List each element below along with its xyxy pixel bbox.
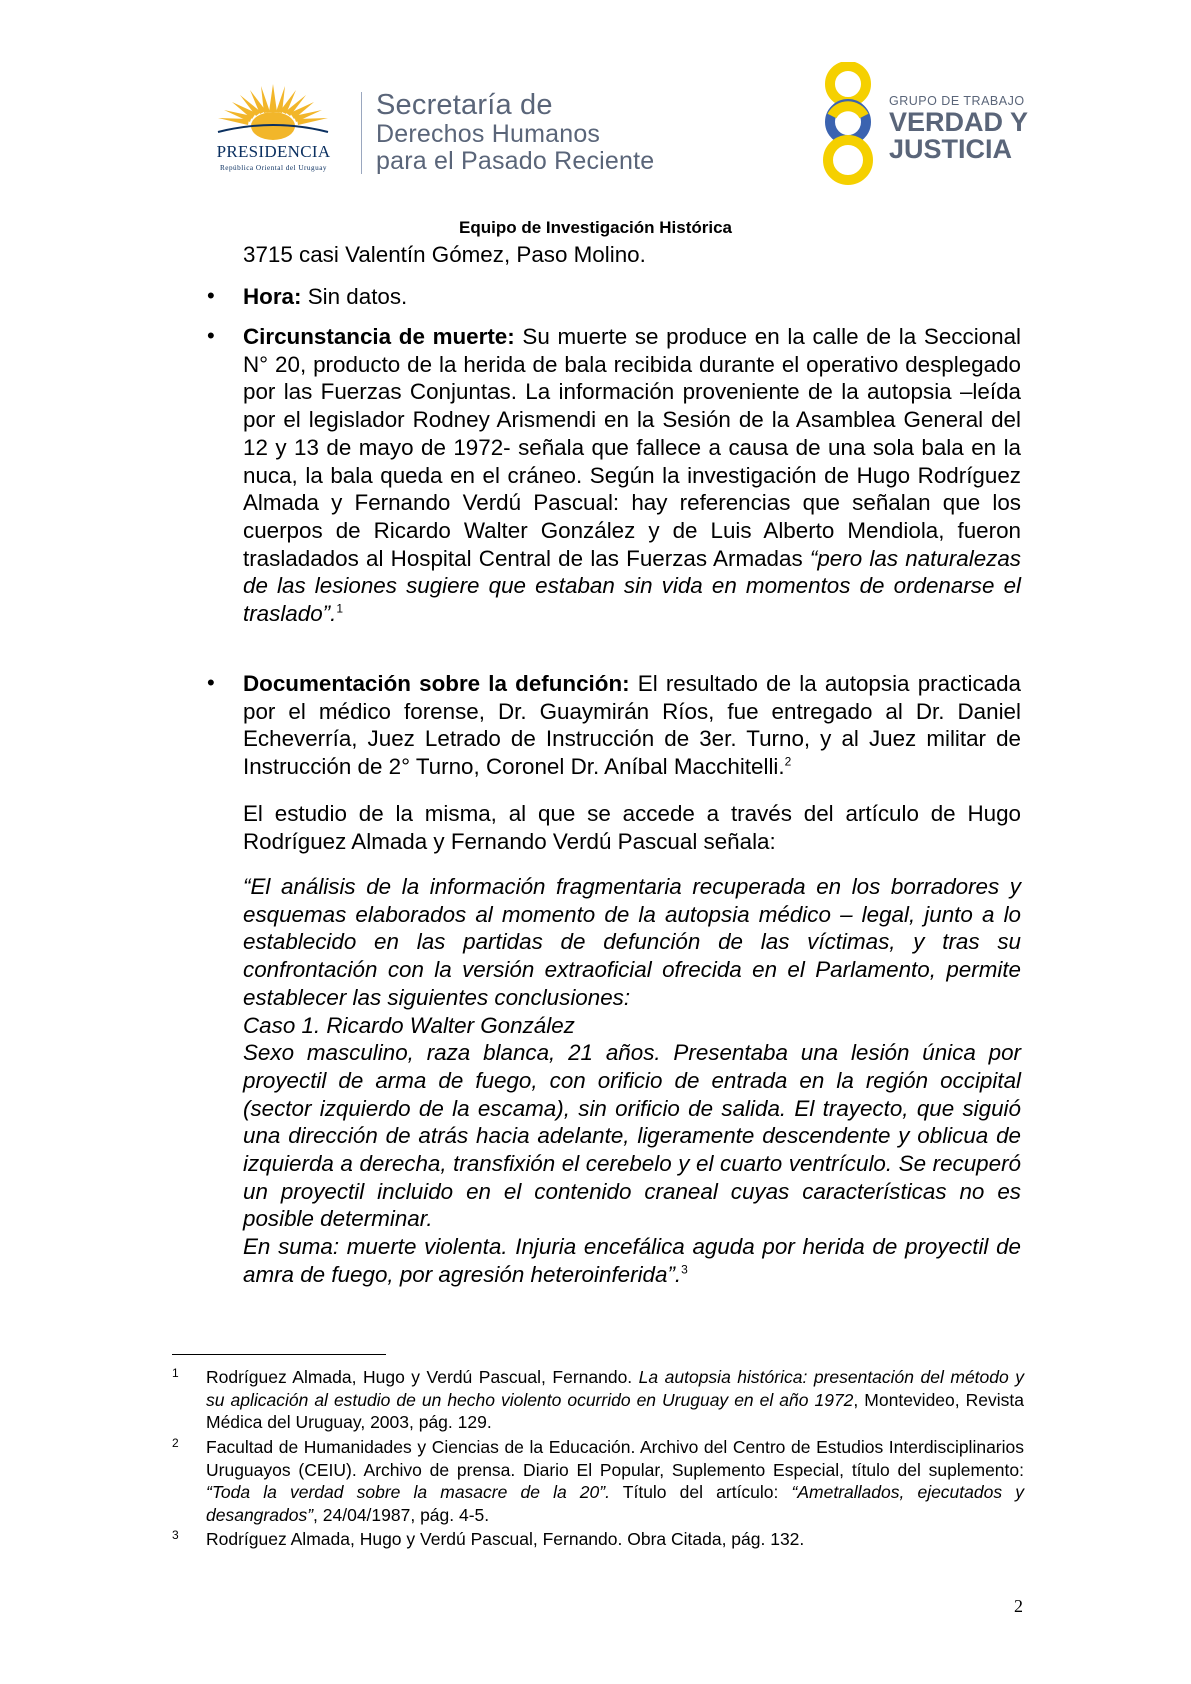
- circunstancia-item: [243, 323, 1021, 628]
- bullet: •: [207, 283, 215, 308]
- footnote-3: Rodríguez Almada, Hugo y Verdú Pascual, Fernando. Obra Citada, pág. 132.: [206, 1529, 805, 1549]
- footnote-2: [206, 1436, 1024, 1526]
- footnote-2-supplement: “Toda la verdad sobre la masacre de la 20”.: [206, 1482, 610, 1503]
- footnote-ref-1: 1: [336, 601, 344, 616]
- address-continuation: 3715 casi Valentín Gómez, Paso Molino.: [243, 242, 646, 267]
- footnote-2-article: “Ametrallados, ejecutados y desangrados”: [206, 1482, 1024, 1525]
- quote-conclusion-text: En suma: muerte violenta. Injuria encefálica aguda por herida de proyectil de amra de fuego, por agresión heteroinferida”.: [243, 1234, 1021, 1287]
- sun-icon: [208, 82, 338, 142]
- footnote-number: 2: [172, 1436, 179, 1450]
- presidencia-subtitle: República Oriental del Uruguay: [219, 164, 327, 172]
- secretaria-line2: Derechos Humanos: [376, 120, 601, 148]
- footnote-1-title: La autopsia histórica: presentación del método y su aplicación al estudio de un hecho violento ocurrido en Uruguay en el año 1972: [206, 1367, 1024, 1410]
- documentacion-item: [243, 670, 1021, 781]
- secretaria-logo: [376, 89, 654, 175]
- footnote-number: 1: [172, 1366, 179, 1380]
- circunstancia-label: Circunstancia de muerte:: [243, 324, 515, 349]
- circunstancia-quote: “pero las naturalezas de las lesiones sugiere que estaban sin vida en momentos de ordenarse el traslado”.: [243, 545, 1022, 627]
- quote-intro: “El análisis de la información fragmentaria recuperada en los borradores y esquemas elaborados al momento de la autopsia médico – legal, junto a lo establecido en las partidas de defunción de las víctimas, y tras su confrontación con la versión extraoficial ofrecida en el Parlamento, permite establecer las siguientes conclusiones:: [243, 874, 1021, 1010]
- footnote-ref-3: 3: [681, 1262, 688, 1277]
- autopsy-quote: [243, 873, 1021, 1289]
- hora-label: Hora:: [243, 284, 302, 309]
- documentacion-label: Documentación sobre la defunción:: [243, 671, 630, 696]
- footnote-2-source: Facultad de Humanidades y Ciencias de la Educación. Archivo del Centro de Estudios Interdisciplinarios Uruguayos (CEIU). Archivo de prensa. Diario El Popular, Suplemento Especial, título del suplemento:: [206, 1437, 1024, 1480]
- page-number: 2: [1014, 1596, 1023, 1616]
- gtvj-justicia: JUSTICIA: [889, 134, 1013, 164]
- secretaria-line1: Secretaría de: [376, 89, 553, 121]
- quote-findings: Sexo masculino, raza blanca, 21 años. Presentaba una lesión única por proyectil de arma de fuego, con orificio de entrada en la región occipital (sector izquierdo de la escama), sin orificio de salida. El trayecto, que siguió una dirección de atrás hacia adelante, ligeramente descendente y oblicua de izquierda a derecha, transfixión el cerebelo y el cuarto ventrículo. Se recuperó un proyectil incluido en el contenido craneal cuyas características no es posible determinar.: [243, 1040, 1021, 1232]
- presidencia-name: PRESIDENCIA: [216, 142, 331, 161]
- bullet: •: [207, 670, 215, 695]
- team-heading: Equipo de Investigación Histórica: [459, 218, 732, 237]
- gtvj-logo: [810, 62, 1030, 192]
- footnote-number: 3: [172, 1528, 179, 1542]
- gtvj-small-text: GRUPO DE TRABAJO: [889, 94, 1025, 108]
- estudio-paragraph: El estudio de la misma, al que se accede a través del artículo de Hugo Rodríguez Almada y Fernando Verdú Pascual señala:: [243, 801, 1021, 854]
- rings-icon: [810, 62, 890, 192]
- bullet: •: [207, 323, 215, 348]
- header-divider: [361, 92, 362, 174]
- footnote-1: [206, 1366, 1024, 1434]
- footnote-2-date: , 24/04/1987, pág. 4-5.: [313, 1504, 490, 1525]
- circunstancia-text: Su muerte se produce en la calle de la Seccional N° 20, producto de la herida de bala recibida durante el operativo desplegado por las Fuerzas Conjuntas. La información proveniente de la autopsia –leída por el legislador Rodney Arismendi en la Sesión de la Asamblea General del 12 y 13 de mayo de 1972- señala que fallece a causa de una sola bala en la nuca, la bala queda en el cráneo. Según la investigación de Hugo Rodríguez Almada y Fernando Verdú Pascual: hay referencias que señalan que los cuerpos de Ricardo Walter González y de Luis Alberto Mendiola, fueron trasladados al Hospital Central de las Fuerzas Armadas: [243, 324, 1021, 571]
- quote-conclusion: [243, 1233, 1021, 1288]
- footnote-ref-2: 2: [784, 754, 792, 769]
- hora-text: Sin datos.: [301, 284, 408, 309]
- quote-case-title: Caso 1. Ricardo Walter González: [243, 1012, 575, 1038]
- presidencia-logo: [196, 82, 356, 182]
- gtvj-verdad: VERDAD Y: [889, 107, 1029, 137]
- hora-item: [243, 283, 1021, 311]
- footnote-1-authors: Rodríguez Almada, Hugo y Verdú Pascual, Fernando.: [206, 1367, 639, 1387]
- footnote-1-source: , Montevideo, Revista Médica del Uruguay, 2003, pág. 129.: [206, 1389, 1024, 1433]
- footnote-separator: [172, 1354, 386, 1355]
- documentacion-text: El resultado de la autopsia practicada por el médico forense, Dr. Guaymirán Ríos, fue entregado al Dr. Daniel Echeverría, Juez Letrado de Instrucción de 3er. Turno, y al Juez militar de Instrucción de 2° Turno, Coronel Dr. Aníbal Macchitelli.: [243, 671, 1021, 780]
- secretaria-line3: para el Pasado Reciente: [376, 147, 655, 175]
- footnote-2-article-label: Título del artículo:: [609, 1482, 792, 1503]
